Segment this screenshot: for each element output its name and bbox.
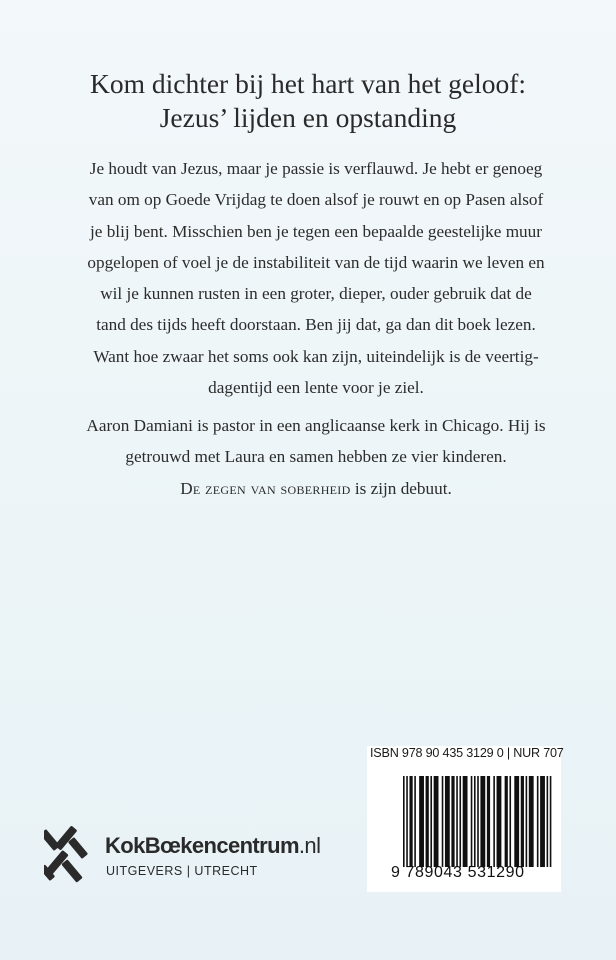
- barcode-bar: [509, 776, 511, 867]
- blurb-line: wil je kunnen rusten in een groter, dieper, ouder gebruik dat de: [100, 284, 532, 304]
- publisher-subtitle: UITGEVERS | UTRECHT: [106, 864, 258, 878]
- barcode-bar: [487, 776, 490, 867]
- barcode-bar: [471, 776, 473, 867]
- barcode-bar: [430, 776, 432, 867]
- book-title: De zegen van soberheid: [180, 478, 351, 498]
- author-bio: [74, 410, 558, 504]
- blurb-line: van om op Goede Vrijdag te doen alsof je rouwt en op Pasen alsof: [88, 190, 544, 210]
- blurb-line: Je houdt van Jezus, maar je passie is verflauwd. Je hebt er genoeg: [89, 159, 543, 178]
- publisher-logo: [44, 823, 344, 903]
- barcode-bar: [540, 776, 545, 867]
- barcode-bar: [521, 776, 524, 867]
- barcode-bar: [493, 776, 495, 867]
- barcode-bar: [474, 776, 476, 867]
- barcode-bar: [456, 776, 458, 867]
- barcode-bar: [414, 776, 416, 867]
- x-cross-logo-icon: [44, 823, 90, 887]
- barcode-bar: [526, 776, 528, 867]
- author-bio-line: [74, 473, 558, 504]
- barcode-bar: [434, 776, 439, 867]
- author-bio-line-rest: is zijn debuut.: [350, 478, 452, 498]
- author-bio-line: getrouwd met Laura en samen hebben ze vier kinderen.: [125, 447, 507, 467]
- blurb-line: Want hoe zwaar het soms ook kan zijn, uiteindelijk is de veertig-: [93, 346, 539, 366]
- barcode-bar: [537, 776, 539, 867]
- barcode-bar: [497, 776, 502, 867]
- barcode-bar: [529, 776, 534, 867]
- publisher-name: KokBœkencentrum.nl: [105, 833, 321, 858]
- barcode-bar: [403, 776, 405, 867]
- barcode-bar: [514, 776, 519, 867]
- barcode-bar: [406, 776, 408, 867]
- barcode-bar: [480, 776, 485, 867]
- isbn-nur-label: ISBN 978 90 435 3129 0 | NUR 707: [370, 746, 564, 760]
- author-bio-line: Aaron Damiani is pastor in een anglicaanse kerk in Chicago. Hij is: [86, 416, 546, 435]
- barcode-panel: [367, 746, 564, 892]
- blurb-line: opgelopen of voel je de instabiliteit van de tijd waarin we leven en: [87, 252, 545, 272]
- title-line-1: Kom dichter bij het hart van het geloof:: [89, 68, 527, 99]
- barcode-bar: [547, 776, 549, 867]
- blurb-paragraph: [74, 153, 558, 403]
- isbn-digits: 9 789043 531290: [391, 864, 525, 881]
- barcode-bar: [550, 776, 552, 867]
- barcode-bars: [403, 776, 553, 867]
- barcode-bar: [459, 776, 461, 867]
- blurb-line: dagentijd een lente voor je ziel.: [208, 378, 424, 398]
- barcode-bar: [505, 776, 508, 867]
- title-line-2: Jezus’ lijden en opstanding: [159, 102, 457, 133]
- barcode-bar: [477, 776, 479, 867]
- barcode-bar: [419, 776, 424, 867]
- blurb-line: tand des tijds heeft doorstaan. Ben jij dat, ga dan dit boek lezen.: [96, 315, 536, 335]
- barcode-bar: [426, 776, 429, 867]
- barcode-bar: [463, 776, 468, 867]
- barcode-bar: [409, 776, 412, 867]
- barcode-bar: [451, 776, 454, 867]
- blurb-line: je blij bent. Misschien ben je tegen een bepaalde geestelijke muur: [90, 221, 542, 241]
- barcode-bar: [442, 776, 444, 867]
- barcode-bar: [445, 776, 450, 867]
- back-cover-title: [0, 67, 616, 135]
